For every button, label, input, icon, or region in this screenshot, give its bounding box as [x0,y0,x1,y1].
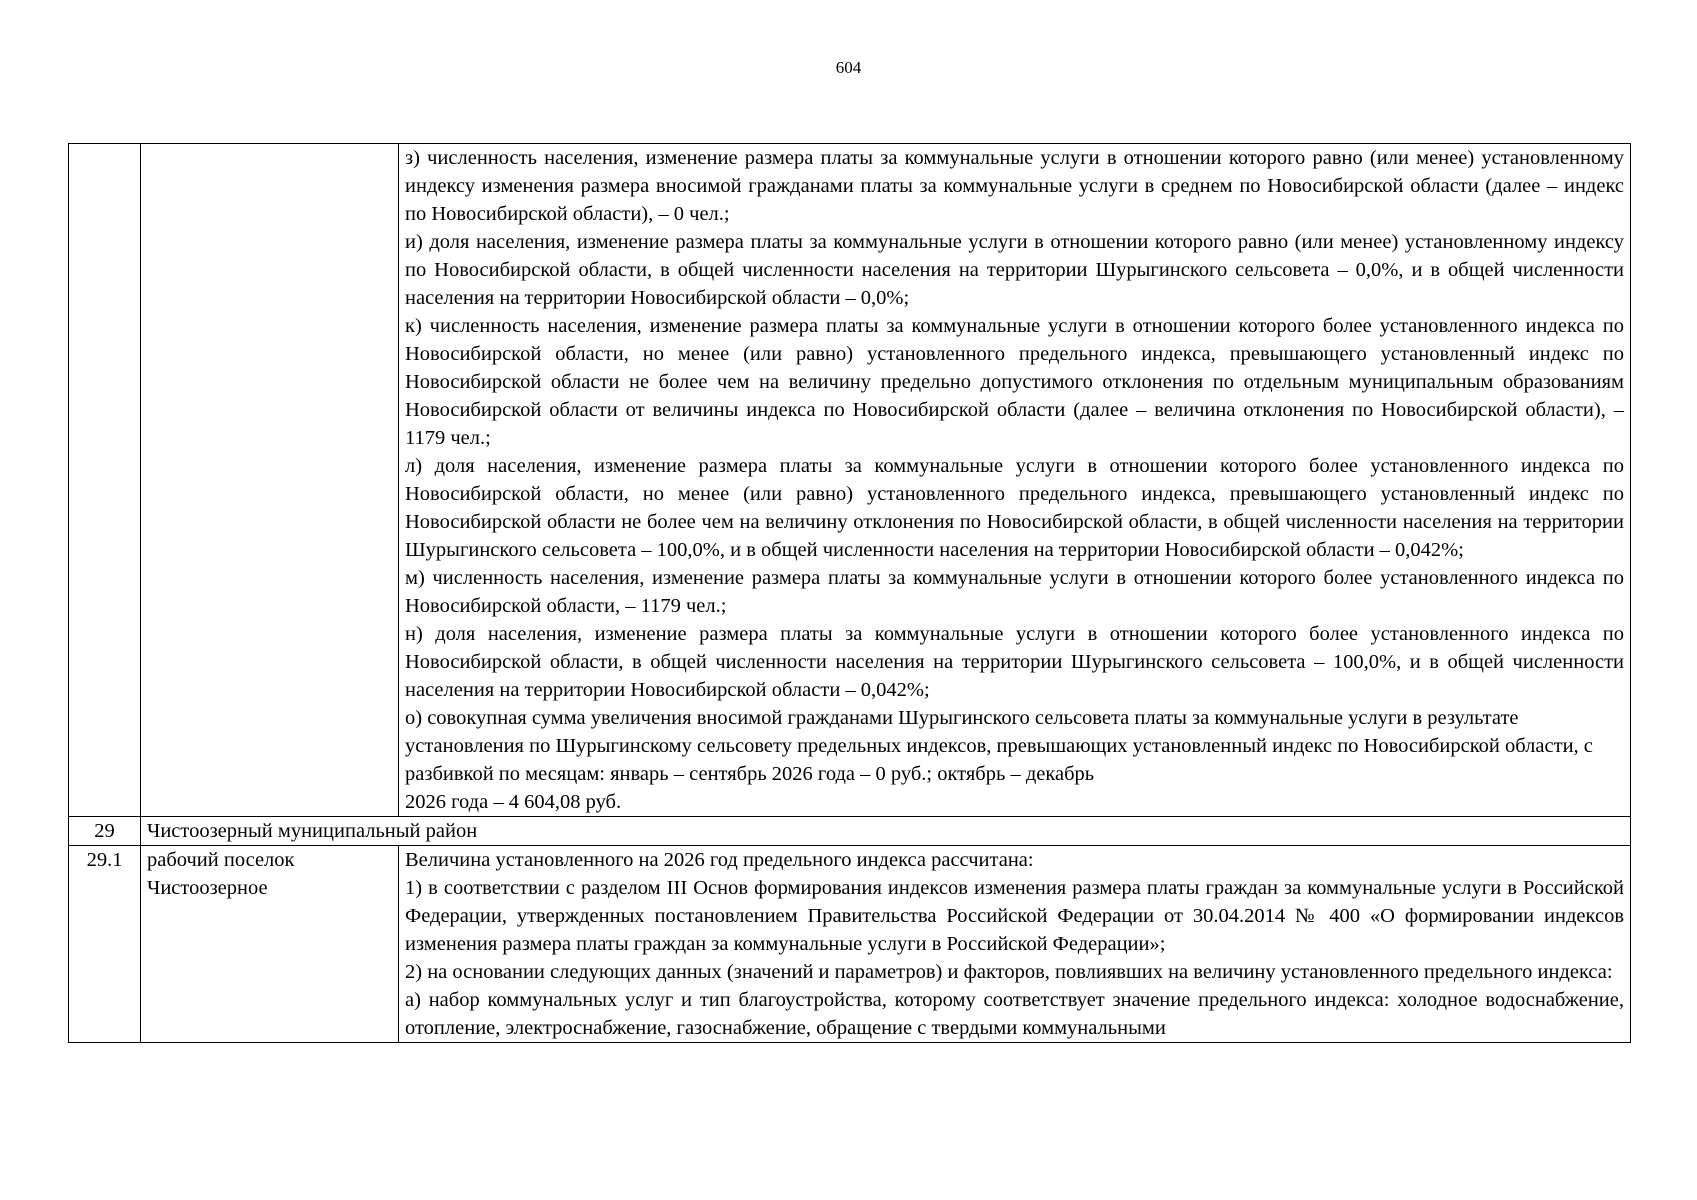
paragraph: л) доля населения, изменение размера платы за коммунальные услуги в отношении которого более установленного индекса по Новосибирской области, но менее (или равно) установленного предельного индекса, превышающего установленный индекс по Новосибирской области не более чем на величину отклонения по Новосибирской области, в общей численности населения на территории Шурыгинского сельсовета – 100,0%, и в общей численности населения на территории Новосибирской области – 0,042%; [405,455,1624,561]
paragraph: 2026 года – 4 604,08 руб. [405,791,622,813]
paragraph: и) доля населения, изменение размера платы за коммунальные услуги в отношении которого равно (или менее) установленному индексу по Новосибирской области, в общей численности населения на территории Шурыгинского сельсовета – 0,0%, и в общей численности населения на территории Новосибирской области – 0,0%; [405,231,1624,309]
table-row [69,817,1631,846]
entity-name-cell [141,144,399,817]
entity-name-line: рабочий поселок [147,849,295,871]
row-number-cell [69,144,141,817]
description-cell [399,144,1631,817]
paragraph: к) численность населения, изменение размера платы за коммунальные услуги в отношении которого более установленного индекса по Новосибирской области, но менее (или равно) установленного предельного индекса, превышающего установленный индекс по Новосибирской области не более чем на величину предельно допустимого отклонения по отдельным муниципальным образованиям Новосибирской области от величины индекса по Новосибирской области (далее – величина отклонения по Новосибирской области), – 1179 чел.; [405,315,1624,449]
table-row [69,144,1631,817]
paragraph: а) набор коммунальных услуг и тип благоустройства, которому соответствует значение предельного индекса: холодное водоснабжение, отопление, электроснабжение, газоснабжение, обращение с твердыми коммунальными [405,989,1624,1039]
paragraph: 2) на основании следующих данных (значений и параметров) и факторов, повлиявших на величину установленного предельного индекса: [405,961,1613,983]
description-cell [399,846,1631,1043]
page-number: 604 [835,58,862,77]
paragraph: о) совокупная сумма увеличения вносимой гражданами Шурыгинского сельсовета платы за коммунальные услуги в результате установления по Шурыгинскому сельсовету предельных индексов, превышающих установленный индекс по Новосибирской области, с разбивкой по месяцам: январь – сентябрь 2026 года – 0 руб.; октябрь – декабрь [405,707,1593,785]
region-number: 29 [69,817,141,846]
paragraph: 1) в соответствии с разделом III Основ формирования индексов изменения размера платы граждан за коммунальные услуги в Российской Федерации, утвержденных постановлением Правительства Российской Федерации от 30.04.2014 № 400 «О формировании индексов изменения размера платы граждан за коммунальные услуги в Российской Федерации»; [405,877,1624,955]
paragraph: Величина установленного на 2026 год предельного индекса рассчитана: [405,849,1034,871]
document-table [68,143,1631,1043]
region-title: Чистоозерный муниципальный район [141,817,1631,846]
table-row [69,846,1631,1043]
entity-name-cell [141,846,399,1043]
paragraph: з) численность населения, изменение размера платы за коммунальные услуги в отношении которого равно (или менее) установленному индексу изменения размера вносимой гражданами платы за коммунальные услуги в среднем по Новосибирской области (далее – индекс по Новосибирской области), – 0 чел.; [405,147,1624,225]
entity-name-line: Чистоозерное [147,877,268,899]
entity-number: 29.1 [69,846,141,1043]
paragraph: м) численность населения, изменение размера платы за коммунальные услуги в отношении которого более установленного индекса по Новосибирской области, – 1179 чел.; [405,567,1624,617]
paragraph: н) доля населения, изменение размера платы за коммунальные услуги в отношении которого более установленного индекса по Новосибирской области, в общей численности населения на территории Шурыгинского сельсовета – 100,0%, и в общей численности населения на территории Новосибирской области – 0,042%; [405,623,1624,701]
